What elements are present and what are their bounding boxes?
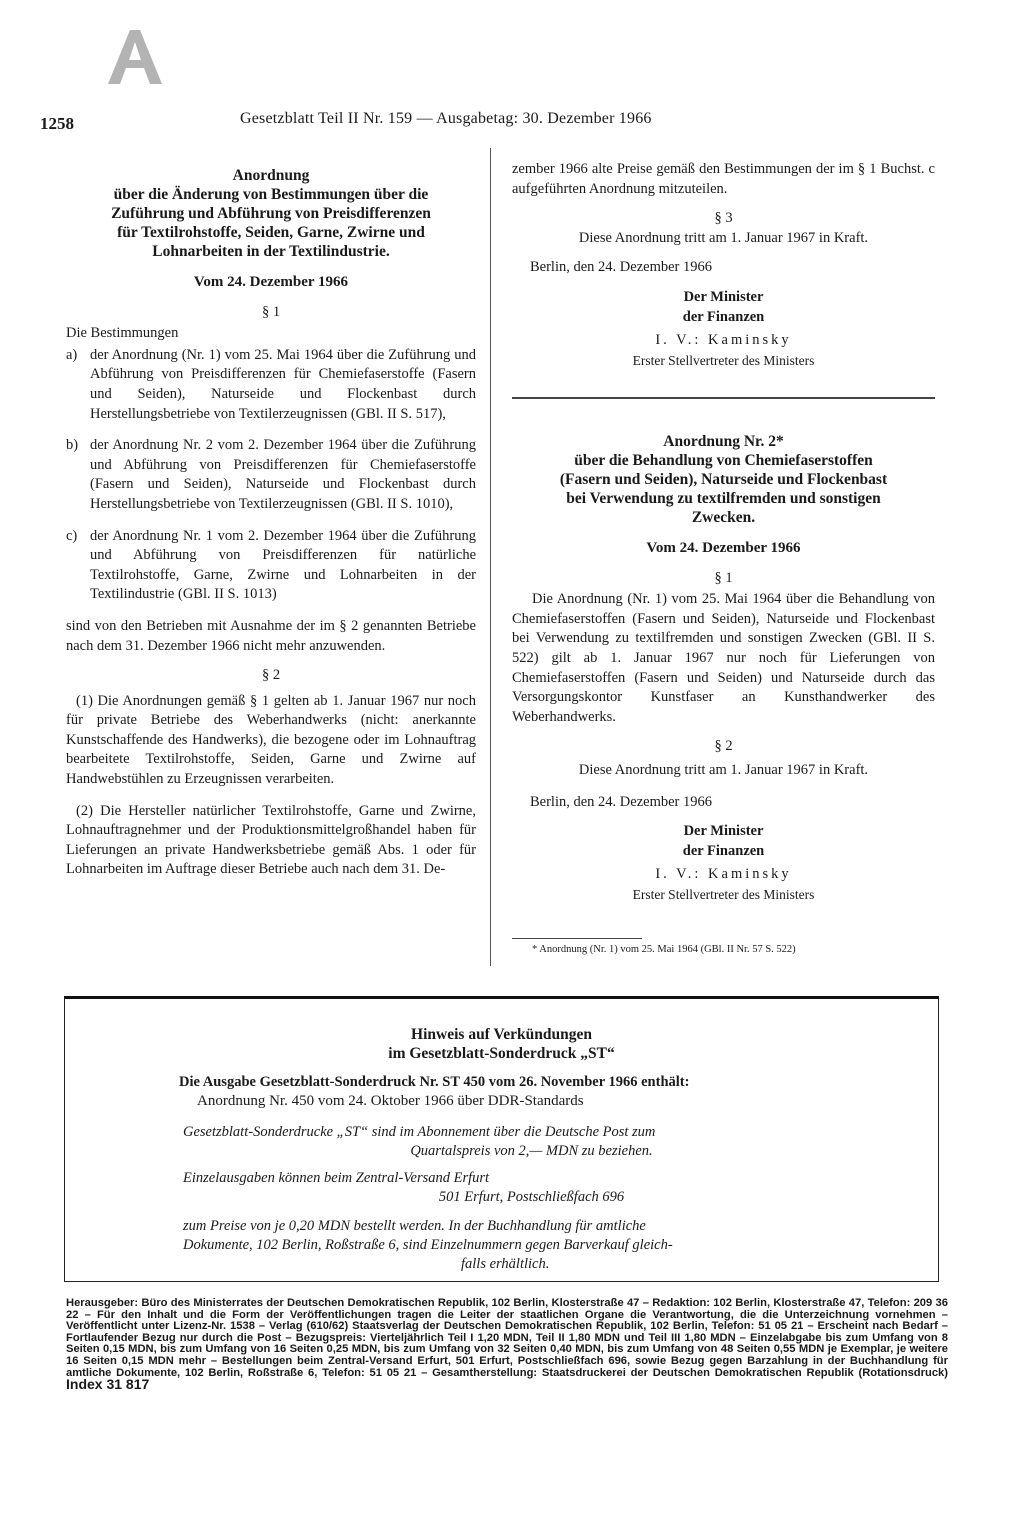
list-item-b: [66, 436, 476, 514]
impressum: [66, 1298, 948, 1393]
index-number: Index 31 817: [66, 1376, 150, 1393]
signatory-title: Der Minister: [683, 823, 764, 840]
signer-role: Erster Stellvertreter des Ministers: [632, 352, 815, 368]
section-1-closing: sind von den Betrieben mit Ausnahme der im § 2 genannten Betriebe nach dem 31. Dezember 1966 nicht mehr anzuwenden.: [66, 617, 476, 654]
footnote: * Anordnung (Nr. 1) vom 25. Mai 1964 (GBl. II Nr. 57 S. 522): [532, 944, 796, 955]
notice-box: [64, 996, 939, 1282]
notice-single-copies: Einzelausgaben können beim Zentral-Versand Erfurt: [183, 1170, 490, 1186]
list-item-label: b): [66, 437, 79, 454]
notice-subscription: Quartalspreis von 2,— MDN zu beziehen.: [410, 1143, 653, 1159]
section-2-paragraph-2: (2) Die Hersteller natürlicher Textilrohstoffe, Garne und Zwirne, Lohnauftragnehmer und der Produktionsmittelgroßhandel haben für Lieferungen an private Handwerksbetriebe gemäß Abs. 1 oder für Lohnarbeiten im Auftrage dieser Betriebe auch nach dem 31. De-: [66, 802, 476, 878]
ordinance-2-title: Anordnung Nr. 2* über die Behandlung von Chemiefaserstoffen (Fasern und Seiden), Naturseide und Flockenbast bei Verwendung zu textilfremden und sonstigen Zwecken.: [559, 433, 888, 526]
section-1-heading: § 1: [714, 569, 733, 586]
list-item-text: der Anordnung (Nr. 1) vom 25. Mai 1964 über die Zuführung und Abführung von Preisdifferenzen für Chemiefaserstoffe (Fasern und Seiden), Naturseide und Flockenbast durch Herstellungsbetriebe von Textilerzeugnissen (GBl. II S. 517),: [90, 346, 476, 422]
ordinance-1-date: Vom 24. Dezember 1966: [193, 274, 349, 290]
section-1-text: Die Anordnung (Nr. 1) vom 25. Mai 1964 über die Behandlung von Chemiefaserstoffen (Fasern und Seiden), Naturseide und Flockenbast bei Verwendung zu textilfremden und sonstigen Zwecken (GBl. II S. 522) gilt ab 1. Januar 1967 nur noch für Lieferungen von Chemiefaserstoffen (Fasern und Seiden) und Naturseide durch das Versorgungskontor Kunstfaser an Kunsthandwerker des Weberhandwerks.: [512, 591, 935, 725]
notice-price: zum Preise von je 0,20 MDN bestellt werden. In der Buchhandlung für amtliche: [183, 1218, 646, 1234]
section-1-heading: § 1: [261, 303, 281, 320]
list-item-text: der Anordnung Nr. 1 vom 2. Dezember 1964 über die Zuführung und Abführung von Preisdifferenzen für natürliche Textilrohstoffe, Garne, Zwirne und Lohnarbeiten in der Textilindustrie (GBl. II S. 1013): [90, 527, 476, 603]
section-2-heading: § 2: [261, 667, 281, 684]
section-2-heading: § 2: [714, 738, 733, 755]
impressum-text: Herausgeber: Büro des Ministerrates der Deutschen Demokratischen Republik, 102 Berlin, Klosterstraße 47 – Redaktion: 102 Berlin, Klosterstraße 47, Telefon: 209 36 22 – Für den Inhalt und die Form der Veröffentlichungen tragen die Leiter der staatlichen Organe die Verantwortung, die die Unterzeichnung vornehmen – Veröffentlicht unter Lizenz-Nr. 1538 – Verlag (610/62) Staatsverlag der Deutschen Demokratischen Republik, 102 Berlin, Telefon: 51 05 21 – Erscheint nach Bedarf – Fortlaufender Bezug nur durch die Post – Bezugspreis: Vierteljährlich Teil I 1,20 MDN, Teil II 1,80 MDN und Teil III 1,80 MDN – Einzelabgabe bis zum Umfang von 8 Seiten 0,15 MDN, bis zum Umfang von 16 Seiten 0,25 MDN, bis zum Umfang von 32 Seiten 0,40 MDN, bis zum Umfang von 48 Seiten 0,55 MDN je Exemplar, je weitere 16 Seiten 0,15 MDN mehr – Bestellungen beim Zentral-Versand Erfurt, 501 Erfurt, Postschließfach 696, sowie Bezug gegen Barzahlung in der Buchhandlung für amtliche Dokumente, 102 Berlin, Roßstraße 6, Telefon: 51 05 21 – Gesamtherstellung: Staatsdruckerei der Deutschen Demokratischen Republik (Rotationsdruck): [66, 1297, 948, 1379]
notice-price: falls erhältlich.: [461, 1256, 550, 1272]
notice-title: Hinweis auf Verkündungen: [411, 1026, 592, 1043]
signer-name: I. V.: Kaminsky: [655, 866, 792, 883]
signer-name: I. V.: Kaminsky: [655, 332, 792, 349]
list-item-text: der Anordnung Nr. 2 vom 2. Dezember 1964 über die Zuführung und Abführung von Preisdifferenzen für Chemiefaserstoffe (Fasern und Seiden), Naturseide und Flockenbast durch Herstellungsbetriebe von Textilerzeugnissen (GBl. II S. 1010),: [90, 437, 476, 512]
right-column: [512, 160, 935, 370]
footnote-rule: [512, 938, 642, 939]
place-date: Berlin, den 24. Dezember 1966: [530, 793, 713, 810]
place-date: Berlin, den 24. Dezember 1966: [530, 259, 713, 276]
section-2-paragraph-1: (1) Die Anordnungen gemäß § 1 gelten ab 1. Januar 1967 nur noch für private Betriebe des Weberhandwerks (nicht: anerkannte Kunstschaffende des Handwerks), die bezogene oder im Lohnauftrag bearbeitete Textilrohstoffe, Seiden, Garne und Zwirne auf Handwebstühlen zu Erzeugnissen verarbeiten.: [66, 692, 476, 788]
notice-item: Anordnung Nr. 450 vom 24. Oktober 1966 über DDR-Standards: [197, 1093, 584, 1109]
archive-stamp-icon: [100, 22, 170, 92]
list-item-label: c): [66, 527, 78, 544]
notice-lead: Die Ausgabe Gesetzblatt-Sonderdruck Nr. ST 450 vom 26. November 1966 enthält:: [179, 1074, 690, 1090]
signatory-title: der Finanzen: [682, 842, 765, 859]
section-3-text: Diese Anordnung tritt am 1. Januar 1967 in Kraft.: [578, 229, 869, 246]
left-column: [66, 166, 476, 880]
right-column-lower: [512, 432, 935, 905]
page-number: 1258: [40, 114, 74, 133]
signatory-title: der Finanzen: [682, 308, 765, 325]
section-2-text: Diese Anordnung tritt am 1. Januar 1967 in Kraft.: [578, 761, 869, 778]
signer-role: Erster Stellvertreter des Ministers: [632, 886, 815, 902]
notice-title: im Gesetzblatt-Sonderdruck „ST“: [388, 1045, 615, 1062]
list-item-a: [66, 346, 476, 424]
column-divider: [490, 148, 491, 966]
continuation-text: zember 1966 alte Preise gemäß den Bestimmungen der im § 1 Buchst. c aufgeführten Anordnung mitzuteilen.: [512, 161, 935, 197]
list-item-c: [66, 527, 476, 605]
signatory-title: Der Minister: [683, 288, 764, 305]
list-item-label: a): [66, 346, 78, 363]
ordinance-1-title: Anordnung über die Änderung von Bestimmungen über die Zuführung und Abführung von Preisdifferenzen für Textilrohstoffe, Seiden, Garne, Zwirne und Lohnarbeiten in der Textilindustrie.: [111, 167, 431, 260]
ordinance-2-date: Vom 24. Dezember 1966: [646, 540, 801, 556]
section-divider: [512, 397, 935, 399]
intro-text: Die Bestimmungen: [66, 325, 179, 342]
notice-price: Dokumente, 102 Berlin, Roßstraße 6, sind Einzelnummern gegen Barverkauf gleich-: [183, 1237, 673, 1253]
section-3-heading: § 3: [714, 210, 733, 227]
notice-single-copies: 501 Erfurt, Postschließfach 696: [438, 1189, 625, 1205]
running-header: Gesetzblatt Teil II Nr. 159 — Ausgabetag: 30. Dezember 1966: [240, 110, 652, 127]
notice-subscription: Gesetzblatt-Sonderdrucke „ST“ sind im Abonnement über die Deutsche Post zum: [183, 1124, 656, 1140]
